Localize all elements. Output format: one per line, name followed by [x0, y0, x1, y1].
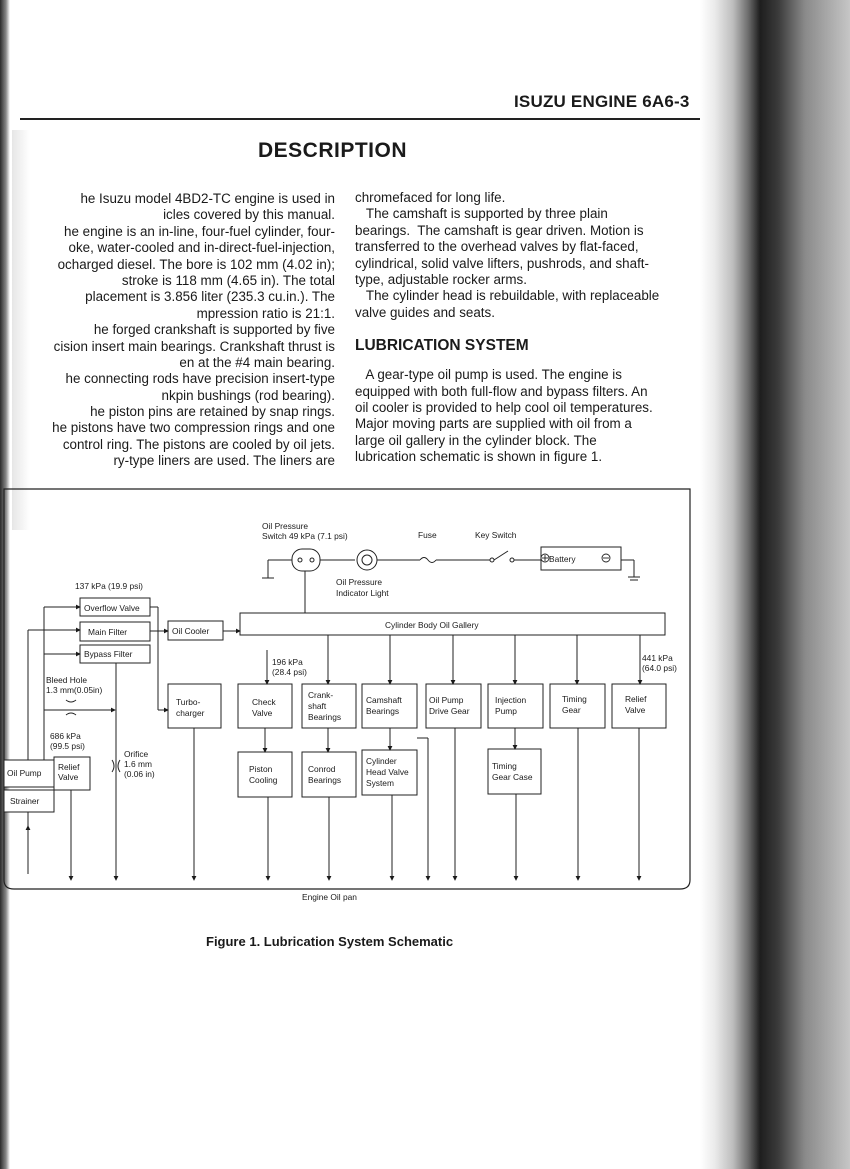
- bleed-hole-label: Bleed Hole: [46, 675, 87, 685]
- relief-valve-left-label: Relief: [58, 762, 80, 772]
- crankshaft-bearings-label: shaft: [308, 701, 327, 711]
- text-line: chromefaced for long life.: [355, 190, 506, 205]
- crankshaft-bearings-label: Crank-: [308, 690, 334, 700]
- text-line: valve guides and seats.: [355, 304, 495, 320]
- pressure-196-label: 196 kPa: [272, 657, 303, 667]
- fuse-label: Fuse: [418, 530, 437, 540]
- engine-oil-pan-label: Engine Oil pan: [302, 892, 357, 902]
- pressure-441-label: (64.0 psi): [642, 663, 677, 673]
- text-line: oil cooler is provided to help cool oil temperatures.: [355, 399, 653, 415]
- piston-cooling-label: Cooling: [249, 775, 278, 785]
- text-line: large oil gallery in the cylinder block. The: [355, 432, 597, 448]
- pressure-441-label: 441 kPa: [642, 653, 673, 663]
- cylinder-head-valve-system-label: Head Valve: [366, 767, 409, 777]
- text-line: Major moving parts are supplied with oil from a: [355, 416, 632, 432]
- main-filter-label: Main Filter: [88, 627, 128, 637]
- cylinder-head-valve-system-label: Cylinder: [366, 756, 397, 766]
- orifice-label: (0.06 in): [124, 769, 155, 779]
- text-line: he engine is an in-line, four-fuel cylinder, four-: [64, 223, 335, 239]
- text-line: icles covered by this manual.: [163, 207, 335, 223]
- relief-valve-left-label: Valve: [58, 772, 79, 782]
- orifice-label: 1.6 mm: [124, 759, 152, 769]
- text-line: The camshaft is supported by three plain: [355, 206, 608, 222]
- piston-cooling-label: Piston: [249, 764, 273, 774]
- pressure-686-label: 686 kPa: [50, 731, 81, 741]
- text-line: he piston pins are retained by snap rings.: [90, 404, 335, 420]
- timing-gear-label: Timing: [562, 694, 587, 704]
- oil-pump-label: Oil Pump: [7, 768, 42, 778]
- oil-pump-drive-gear-label: Oil Pump: [429, 695, 464, 705]
- oil-pump-drive-gear-label: Drive Gear: [429, 706, 470, 716]
- text-line: cylindrical, solid valve lifters, pushrods, and shaft-: [355, 255, 649, 271]
- text-line: nkpin bushings (rod bearing).: [161, 387, 335, 403]
- indicator-light-label: Indicator Light: [336, 588, 389, 598]
- check-valve-label: Check: [252, 697, 276, 707]
- running-head: ISUZU ENGINE 6A6-3: [514, 92, 690, 111]
- text-line: A gear-type oil pump is used. The engine is: [355, 367, 622, 383]
- oil-pressure-switch-label: Switch 49 kPa (7.1 psi): [262, 531, 348, 541]
- text-line: equipped with both full-flow and bypass filters. An: [355, 383, 648, 399]
- cylinder-head-valve-system-label: System: [366, 778, 394, 788]
- camshaft-bearings-label: Camshaft: [366, 695, 402, 705]
- turbocharger-label: Turbo-: [176, 697, 201, 707]
- conrod-bearings-label: Bearings: [308, 775, 342, 785]
- injection-pump-label: Pump: [495, 706, 517, 716]
- timing-gear-case-label: Timing: [492, 761, 517, 771]
- text-line: placement is 3.856 liter (235.3 cu.in.). The: [85, 289, 335, 305]
- text-line: lubrication schematic is shown in figure 1.: [355, 449, 603, 465]
- fuse-icon: [420, 558, 436, 563]
- oil-cooler-label: Oil Cooler: [172, 626, 210, 636]
- relief-valve-label: Relief: [625, 694, 647, 704]
- check-valve-label: Valve: [252, 708, 273, 718]
- text-line: type, adjustable rocker arms.: [355, 271, 527, 287]
- key-switch-icon: [494, 551, 508, 560]
- text-line: en at the #4 main bearing.: [179, 354, 335, 370]
- text-line: The cylinder head is rebuildable, with replaceable: [355, 288, 660, 304]
- gallery-label: Cylinder Body Oil Gallery: [385, 620, 479, 630]
- text-line: ry-type liners are used. The liners are: [113, 453, 335, 469]
- crankshaft-bearings-label: Bearings: [308, 712, 342, 722]
- indicator-light-label: Oil Pressure: [336, 577, 383, 587]
- text-line: transferred to the overhead valves by flat-faced,: [355, 239, 639, 255]
- text-line: mpression ratio is 21:1.: [196, 305, 335, 321]
- pressure-137-label: 137 kPa (19.9 psi): [75, 581, 143, 591]
- camshaft-bearings-label: Bearings: [366, 706, 400, 716]
- overflow-valve-label: Overflow Valve: [84, 603, 140, 613]
- oil-pressure-switch-label: Oil Pressure: [262, 521, 309, 531]
- text-line: he Isuzu model 4BD2-TC engine is used in: [80, 191, 335, 206]
- bypass-filter-label: Bypass Filter: [84, 649, 133, 659]
- figure-caption: Figure 1. Lubrication System Schematic: [206, 934, 454, 949]
- text-line: control ring. The pistons are cooled by oil jets.: [62, 436, 335, 452]
- text-line: cision insert main bearings. Crankshaft thrust is: [53, 338, 335, 354]
- battery-label: Battery: [549, 554, 576, 564]
- relief-valve-label: Valve: [625, 705, 646, 715]
- pressure-686-label: (99.5 psi): [50, 741, 85, 751]
- bleed-hole-label: 1.3 mm(0.05in): [46, 685, 103, 695]
- strainer-label: Strainer: [10, 796, 40, 806]
- pressure-196-label: (28.4 psi): [272, 667, 307, 677]
- orifice-label: Orifice: [124, 749, 149, 759]
- injection-pump-label: Injection: [495, 695, 527, 705]
- text-line: ocharged diesel. The bore is 102 mm (4.02 in);: [57, 256, 335, 272]
- page-title: DESCRIPTION: [258, 139, 408, 162]
- text-line: he pistons have two compression rings and one: [52, 420, 335, 436]
- turbocharger-label: charger: [176, 708, 205, 718]
- text-line: oke, water-cooled and in-direct-fuel-injection,: [68, 240, 335, 256]
- text-line: bearings. The camshaft is gear driven. Motion is: [355, 222, 644, 238]
- section-heading-lubrication: LUBRICATION SYSTEM: [355, 337, 529, 355]
- timing-gear-case-label: Gear Case: [492, 772, 533, 782]
- oil-pressure-switch-icon: [292, 549, 320, 571]
- key-switch-label: Key Switch: [475, 530, 517, 540]
- timing-gear-label: Gear: [562, 705, 581, 715]
- text-line: he connecting rods have precision insert-type: [65, 371, 335, 387]
- text-line: stroke is 118 mm (4.65 in). The total: [121, 272, 335, 288]
- conrod-bearings-label: Conrod: [308, 764, 336, 774]
- text-line: he forged crankshaft is supported by five: [93, 322, 335, 338]
